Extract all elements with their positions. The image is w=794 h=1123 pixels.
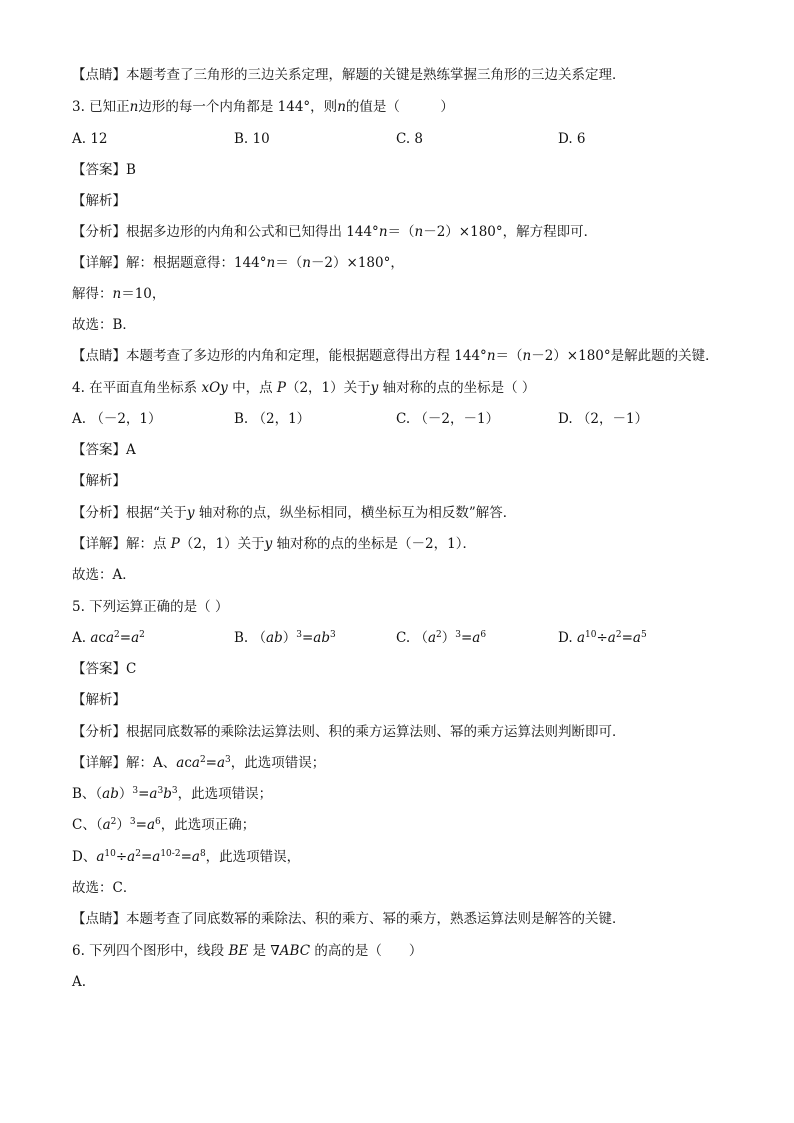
dj3-c: －2）×180°是解此题的关键．	[531, 348, 719, 364]
q4-b: 中，点	[227, 380, 277, 396]
q3-option-b: B. 10	[234, 131, 270, 147]
q4-p: P	[276, 380, 286, 396]
dj3-b: ＝（	[495, 348, 523, 364]
fx4-y: y	[186, 505, 195, 521]
analysis-4	[72, 504, 516, 522]
q3-text-b: 边形的每一个内角都是 144°，则	[138, 99, 338, 115]
q3-option-c: C. 8	[396, 131, 424, 147]
xj4-b: （2，1）关于	[179, 536, 265, 552]
q6-be: BE	[228, 943, 249, 959]
analysis-header-3: 【解析】	[72, 193, 126, 209]
question-5: 5. 下列运算正确的是（ ）	[72, 599, 229, 615]
choice-3: 故选：B．	[72, 317, 136, 333]
d5-prefix: D、	[72, 849, 97, 865]
c5-suffix: ，此选项正确；	[160, 817, 256, 833]
choice-5: 故选：C．	[72, 880, 137, 896]
detail-5-a: 【详解】解：A、$aⅽa^2=a^3$，此选项错误；	[72, 755, 326, 771]
answer-4: 【答案】A	[72, 442, 136, 458]
question-6	[72, 942, 422, 960]
q5-option-b: B. $(ab)^3=ab^3$	[234, 630, 336, 646]
answer-5: 【答案】C	[72, 661, 137, 677]
xj3-c: －2）×180°，	[310, 255, 404, 271]
q4-d: 轴对称的点的坐标是（ ）	[378, 380, 536, 396]
q5-option-a: A. $aⅽa^2=a^2$	[72, 630, 145, 646]
xj3-n2: n	[302, 255, 311, 271]
detail-5-d: D、$a^{10}\div a^2=a^{10-2}=a^8$，此选项错误，	[72, 849, 301, 865]
q3-var-n2: n	[337, 99, 346, 115]
q4-option-b: B. （2，1）	[234, 411, 311, 427]
xj4-p: P	[170, 536, 180, 552]
dj3-n2: n	[522, 348, 532, 364]
xj3-b: ＝（	[275, 255, 303, 271]
fx3-b: ＝（	[387, 224, 415, 240]
fx4-b: 轴对称的点，纵坐标相同，横坐标互为相反数”解答．	[194, 505, 517, 521]
q5-option-d: D. $a^{10}\div a^2=a^5$	[558, 630, 647, 646]
b5-suffix: ，此选项错误；	[177, 786, 273, 802]
analysis-header-5: 【解析】	[72, 692, 126, 708]
detail-3	[72, 254, 404, 272]
remark-5: 【点睛】本题考查了同底数幂的乘除法、积的乘方、幂的乘方，熟悉运算法则是解答的关键．	[72, 911, 626, 927]
q4-y: y	[370, 380, 379, 396]
q3-option-d: D. 6	[558, 131, 586, 147]
q3-text-a: 3. 已知正	[72, 99, 130, 115]
xj5-prefix: 【详解】解：A、	[72, 755, 177, 771]
q3-text-c: 的值是（ ）	[345, 99, 454, 115]
detail-4	[72, 535, 476, 553]
q3-option-a: A. 12	[72, 131, 108, 147]
q6-a: 6. 下列四个图形中，线段	[72, 943, 229, 959]
choice-4: 故选：A．	[72, 567, 136, 583]
q4-xoy: xOy	[201, 380, 228, 396]
c5-prefix: C、（	[72, 817, 103, 833]
detail-5-c: C、$(a^2)^3=a^6$，此选项正确；	[72, 817, 256, 833]
q6-option-a-label: A.	[72, 974, 87, 990]
jd3-a: 解得：	[72, 286, 113, 302]
analysis-3	[72, 223, 597, 241]
b5-prefix: B、（	[72, 786, 103, 802]
jd3-n: n	[112, 286, 122, 302]
q4-c: （2，1）关于	[285, 380, 371, 396]
dj3-n: n	[486, 348, 496, 364]
detail-5-b: B、$(ab)^3=a^3b^3$，此选项错误；	[72, 786, 273, 802]
fx3-c: －2）×180°，解方程即可．	[423, 224, 598, 240]
q4-a: 4. 在平面直角坐标系	[72, 380, 202, 396]
q6-triangle: ∇ABC	[270, 943, 311, 959]
fx4-a: 【分析】根据“关于	[72, 505, 187, 521]
q3-var-n: n	[129, 99, 139, 115]
answer-3: 【答案】B	[72, 162, 136, 178]
xj3-a: 【详解】解：根据题意得：144°	[72, 255, 267, 271]
question-3	[72, 98, 454, 116]
q5-option-c: C. $(a^2)^3=a^6$	[396, 630, 487, 646]
d5-suffix: ，此选项错误，	[205, 849, 301, 865]
remark-3	[72, 347, 719, 365]
solution-3	[72, 285, 165, 303]
question-4	[72, 379, 535, 397]
dj3-a: 【点睛】本题考查了多边形的内角和定理，能根据题意得出方程 144°	[72, 348, 487, 364]
analysis-header-4: 【解析】	[72, 473, 126, 489]
q6-b: 是	[248, 943, 271, 959]
q4-option-c: C. （－2，－1）	[396, 411, 500, 427]
jd3-b: ＝10，	[121, 286, 166, 302]
xj3-n: n	[266, 255, 276, 271]
xj4-c: 轴对称的点的坐标是（－2，1）．	[272, 536, 476, 552]
fx3-n: n	[378, 224, 388, 240]
q4-option-d: D. （2，－1）	[558, 411, 649, 427]
analysis-5: 【分析】根据同底数幂的乘除法运算法则、积的乘方运算法则、幂的乘方运算法则判断即可．	[72, 724, 626, 740]
xj4-a: 【详解】解：点	[72, 536, 171, 552]
xj4-y: y	[264, 536, 273, 552]
fx3-n2: n	[414, 224, 424, 240]
xj5-suffix: ，此选项错误；	[230, 755, 326, 771]
remark-line-q2: 【点睛】本题考查了三角形的三边关系定理，解题的关键是熟练掌握三角形的三边关系定理．	[72, 67, 626, 83]
q4-option-a: A. （－2，1）	[72, 411, 162, 427]
fx3-a: 【分析】根据多边形的内角和公式和已知得出 144°	[72, 224, 379, 240]
q6-c: 的高的是（ ）	[310, 943, 423, 959]
